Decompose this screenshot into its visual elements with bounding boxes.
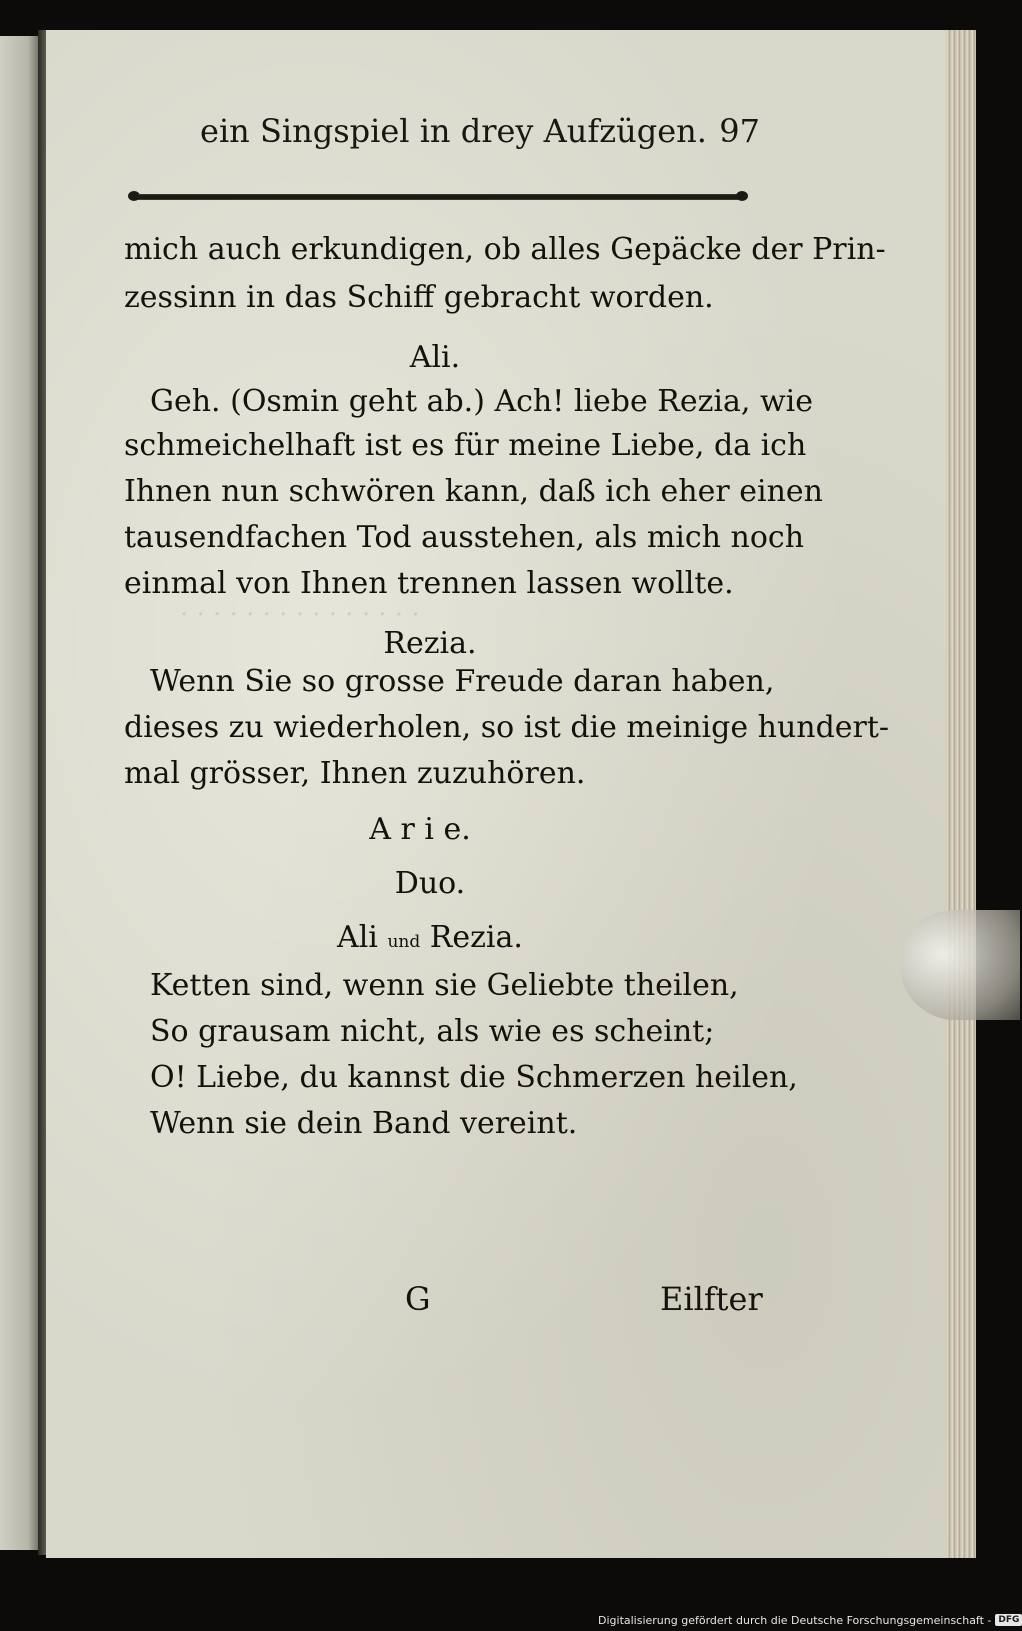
aria-heading: A r i e.	[369, 812, 471, 847]
speaker-heading: Ali.	[409, 340, 461, 375]
facing-page-edge	[0, 36, 40, 1550]
text-line	[150, 384, 813, 419]
thumb-clip	[900, 910, 1020, 1020]
rule-end-right	[736, 191, 748, 201]
running-header	[200, 112, 760, 162]
credit-text: Digitalisierung gefördert durch die Deutsche Forschungsgemeinschaft -	[598, 1613, 992, 1627]
text-line: Wenn Sie so grosse Freude daran haben,	[150, 664, 775, 699]
running-title: ein Singspiel in drey Aufzügen.	[200, 112, 707, 150]
text-line: schmeichelhaft ist es für meine Liebe, da ich	[124, 428, 807, 463]
text-line: zessinn in das Schiff gebracht worden.	[124, 280, 714, 315]
show-through-text: · · · · · · · · · · · · · · ·	[180, 600, 420, 630]
page-stack-edge	[946, 30, 976, 1558]
verse-line: So grausam nicht, als wie es scheint;	[150, 1014, 715, 1049]
catchword: Eilfter	[660, 1280, 763, 1318]
dialogue-start: Geh. (Osmin geht ab.) Ach! liebe Rezia, wie	[150, 384, 813, 419]
header-rule	[128, 190, 748, 204]
speaker-rezia: Rezia.	[429, 920, 523, 955]
speaker-ali: Ali	[337, 920, 378, 955]
text-line: einmal von Ihnen trennen lassen wollte.	[124, 566, 734, 601]
rule-bar	[138, 194, 738, 200]
text-line: mich auch erkundigen, ob alles Gepäcke der Prin-	[124, 232, 886, 267]
speaker-and: und	[387, 932, 421, 952]
text-line: tausendfachen Tod ausstehen, als mich noch	[124, 520, 805, 555]
digitization-credit	[598, 1610, 1020, 1630]
text-line: mal grösser, Ihnen zuzuhören.	[124, 756, 586, 791]
page-number: 97	[719, 112, 760, 150]
text-line: dieses zu wiederholen, so ist die meinige hundert-	[124, 710, 890, 745]
duo-heading: Duo.	[394, 866, 466, 901]
duo-speakers	[300, 920, 560, 955]
dfg-logo: DFG	[995, 1614, 1022, 1626]
verse-line: Ketten sind, wenn sie Geliebte theilen,	[150, 968, 739, 1003]
speaker-heading: Rezia.	[383, 626, 477, 661]
signature-mark: G	[405, 1280, 431, 1318]
verse-line: O! Liebe, du kannst die Schmerzen heilen,	[150, 1060, 798, 1095]
verse-line: Wenn sie dein Band vereint.	[150, 1106, 578, 1141]
text-line: Ihnen nun schwören kann, daß ich eher einen	[124, 474, 823, 509]
